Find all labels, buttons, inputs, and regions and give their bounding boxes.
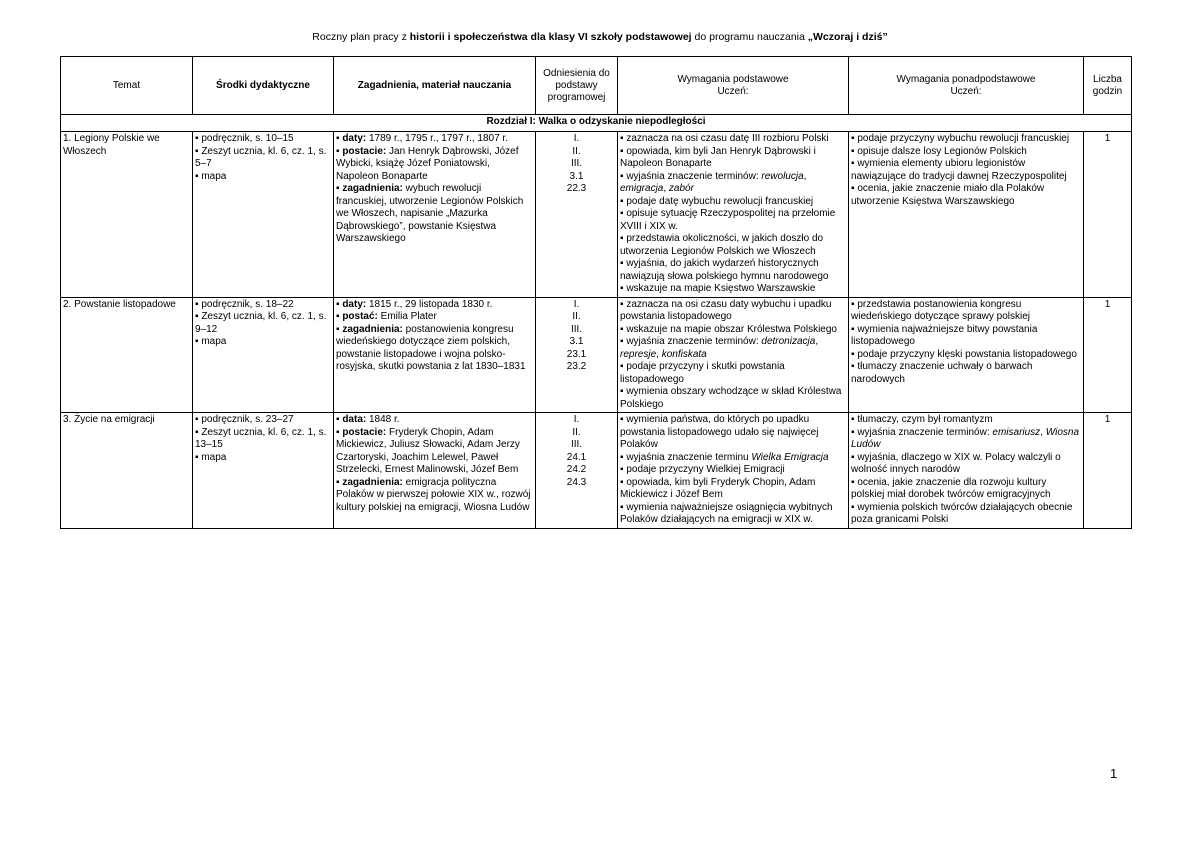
cell-liczba-godzin: 1 <box>1084 413 1132 529</box>
zagadnienie-text: 1848 r. <box>366 414 400 425</box>
wymaganie-ponadpodstawowe: ▪ opisuje dalsze losy Legionów Polskich <box>851 145 1027 157</box>
srodki-item: ▪ podręcznik, s. 10–15 <box>195 133 294 144</box>
header-podstawowe-sub: Uczeń: <box>717 85 749 97</box>
wymaganie-ponadpodstawowe: ▪ wymienia najważniejsze bitwy powstania listopadowego <box>851 323 1038 347</box>
header-ponadpodstawowe <box>849 57 1084 115</box>
header-srodki: Środki dydaktyczne <box>193 57 334 115</box>
zagadnienie-label: ▪ daty: <box>336 133 367 144</box>
cell-temat: 1. Legiony Polskie we Włoszech <box>61 132 193 298</box>
wymaganie-ponadpodstawowe: ▪ wyjaśnia, dlaczego w XIX w. Polacy walczyli o wolność innych narodów <box>851 451 1061 475</box>
title-part1: Roczny plan pracy z <box>312 31 410 43</box>
header-ponad-sub: Uczeń: <box>950 85 982 97</box>
zagadnienie-text: Emilia Plater <box>377 311 437 322</box>
cell-zagadnienia <box>334 413 536 529</box>
cell-zagadnienia <box>334 132 536 298</box>
zagadnienie-item <box>336 299 533 312</box>
cell-odniesienia: I. II. III. 3.1 22.3 <box>536 132 618 298</box>
zagadnienie-label: ▪ daty: <box>336 298 367 310</box>
wymaganie-podstawowe: ▪ zaznacza na osi czasu daty wybuchu i upadku powstania listopadowego <box>620 298 832 322</box>
zagadnienie-text: wybuch rewolucji francuskiej, utworzenie Legionów Polskich we Włoszech, napisanie „Mazurka Dąbrowskiego”, powstanie Księstwa Warszawskiego <box>336 183 524 244</box>
cell-wymagania-ponadpodstawowe <box>849 297 1084 413</box>
zagadnienie-label: ▪ zagadnienia: <box>336 323 403 335</box>
wymaganie-podstawowe: ▪ wskazuje na mapie obszar Królestwa Polskiego <box>620 323 837 335</box>
header-zagadnienia: Zagadnienia, materiał nauczania <box>334 57 536 115</box>
title-part2: historii i społeczeństwa dla klasy VI szkoły podstawowej <box>409 31 692 43</box>
wymaganie-ponadpodstawowe: ▪ wymienia polskich twórców działających obecnie poza granicami Polski <box>851 501 1073 525</box>
cell-wymagania-ponadpodstawowe <box>849 413 1084 529</box>
wymaganie-podstawowe: ▪ opowiada, kim byli Jan Henryk Dąbrowski i Napoleon Bonaparte <box>620 145 816 169</box>
wymaganie-podstawowe: ▪ wymienia najważniejsze osiągnięcia wybitnych Polaków działających na emigracji w XIX w. <box>620 501 833 525</box>
zagadnienie-label: ▪ data: <box>336 414 367 425</box>
cell-odniesienia: I. II. III. 24.1 24.2 24.3 <box>536 413 618 529</box>
header-ponad-label: Wymagania ponadpodstawowe <box>896 73 1036 85</box>
zagadnienie-label: ▪ postacie: <box>336 426 387 438</box>
srodki-item: ▪ podręcznik, s. 18–22 <box>195 298 294 310</box>
wymaganie-podstawowe: ▪ opisuje sytuację Rzeczypospolitej na przełomie XVIII i XIX w. <box>620 208 836 232</box>
header-row <box>61 57 1132 115</box>
header-podstawowe-label: Wymagania podstawowe <box>677 73 789 85</box>
wymaganie-podstawowe: ▪ wyjaśnia, do jakich wydarzeń historycznych nawiązują słowa polskiego hymnu narodowego <box>620 258 829 282</box>
wymaganie-ponadpodstawowe: ▪ ocenia, jakie znaczenie dla rozwoju kultury polskiej miał dorobek twórców emigracyjnych <box>851 476 1051 500</box>
zagadnienie-label: ▪ postać: <box>336 311 378 322</box>
wymaganie-ponadpodstawowe: ▪ podaje przyczyny klęski powstania listopadowego <box>851 348 1077 360</box>
header-liczba: Liczba godzin <box>1084 57 1132 115</box>
zagadnienie-text: 1815 r., 29 listopada 1830 r. <box>366 298 493 310</box>
wymaganie-ponadpodstawowe: ▪ ocenia, jakie znaczenie miało dla Polaków utworzenie Księstwa Warszawskiego <box>851 183 1045 207</box>
page-number: 1 <box>1110 766 1118 781</box>
cell-liczba-godzin: 1 <box>1084 132 1132 298</box>
wymaganie-podstawowe: ▪ wskazuje na mapie Księstwo Warszawskie <box>620 283 816 294</box>
srodki-item: ▪ mapa <box>195 170 227 182</box>
srodki-item: ▪ mapa <box>195 336 227 347</box>
cell-srodki <box>193 297 334 413</box>
zagadnienie-text: emigracja polityczna Polaków w pierwszej połowie XIX w., rozwój kultury polskiej na emigracji, Wiosna Ludów <box>336 476 531 513</box>
zagadnienie-text: Jan Henryk Dąbrowski, Józef Wybicki, książę Józef Poniatowski, Napoleon Bonaparte <box>336 145 519 182</box>
zagadnienie-label: ▪ zagadnienia: <box>336 476 403 488</box>
cell-wymagania-podstawowe <box>618 297 849 413</box>
wymaganie-ponadpodstawowe: ▪ tłumaczy znaczenie uchwały o barwach narodowych <box>851 361 1033 385</box>
header-podstawowe <box>618 57 849 115</box>
cell-odniesienia: I. II. III. 3.1 23.1 23.2 <box>536 297 618 413</box>
wymaganie-ponadpodstawowe: ▪ wyjaśnia znaczenie terminów: emisariusz, Wiosna Ludów <box>851 426 1080 450</box>
table-row <box>61 297 1132 413</box>
zagadnienie-text: 1789 r., 1795 r., 1797 r., 1807 r. <box>366 133 508 144</box>
zagadnienie-item <box>336 311 533 324</box>
cell-temat: 2. Powstanie listopadowe <box>61 297 193 413</box>
header-odniesienia: Odniesienia do podstawy programowej <box>536 57 618 115</box>
section-title: Rozdział I: Walka o odzyskanie niepodległości <box>61 115 1132 132</box>
wymaganie-podstawowe: ▪ wymienia obszary wchodzące w skład Królestwa Polskiego <box>620 386 842 410</box>
zagadnienie-text: Fryderyk Chopin, Adam Mickiewicz, Juliusz Słowacki, Adam Jerzy Czartoryski, Joachim Lelewel, Paweł Strzelecki, Ernest Malinowski, Józef Bem <box>336 426 520 475</box>
zagadnienie-label: ▪ postacie: <box>336 145 387 157</box>
cell-wymagania-podstawowe <box>618 413 849 529</box>
header-temat: Temat <box>61 57 193 115</box>
cell-wymagania-ponadpodstawowe <box>849 132 1084 298</box>
wymaganie-ponadpodstawowe: ▪ przedstawia postanowienia kongresu wiedeńskiego dotyczące sprawy polskiej <box>851 298 1030 322</box>
zagadnienie-item <box>336 427 533 477</box>
zagadnienie-item <box>336 324 533 374</box>
wymaganie-podstawowe: ▪ wyjaśnia znaczenie terminów: rewolucja, emigracja, zabór <box>620 170 807 194</box>
wymaganie-podstawowe: ▪ wymienia państwa, do których po upadku powstania listopadowego udało się najwięcej Polaków <box>620 414 819 450</box>
zagadnienie-item <box>336 477 533 515</box>
srodki-item: ▪ Zeszyt ucznia, kl. 6, cz. 1, s. 13–15 <box>195 426 327 450</box>
zagadnienie-item <box>336 414 533 427</box>
cell-temat: 3. Życie na emigracji <box>61 413 193 529</box>
title-part3: do programu nauczania <box>691 31 808 43</box>
srodki-item: ▪ Zeszyt ucznia, kl. 6, cz. 1, s. 9–12 <box>195 311 327 335</box>
document-title <box>0 31 1200 43</box>
cell-srodki <box>193 413 334 529</box>
title-part4: „Wczoraj i dziś” <box>807 31 888 43</box>
wymaganie-ponadpodstawowe: ▪ podaje przyczyny wybuchu rewolucji francuskiej <box>851 133 1070 144</box>
cell-srodki <box>193 132 334 298</box>
srodki-item: ▪ podręcznik, s. 23–27 <box>195 414 294 425</box>
zagadnienie-item <box>336 146 533 184</box>
zagadnienie-item <box>336 183 533 246</box>
cell-liczba-godzin: 1 <box>1084 297 1132 413</box>
wymaganie-podstawowe: ▪ podaje przyczyny Wielkiej Emigracji <box>620 464 785 475</box>
wymaganie-podstawowe: ▪ podaje przyczyny i skutki powstania listopadowego <box>620 361 785 385</box>
zagadnienie-item <box>336 133 533 146</box>
plan-table <box>60 56 1132 529</box>
srodki-item: ▪ Zeszyt ucznia, kl. 6, cz. 1, s. 5–7 <box>195 145 327 169</box>
wymaganie-ponadpodstawowe: ▪ tłumaczy, czym był romantyzm <box>851 414 993 425</box>
wymaganie-ponadpodstawowe: ▪ wymienia elementy ubioru legionistów nawiązujące do tradycji dawnej Rzeczypospolitej <box>851 158 1067 182</box>
table-row <box>61 132 1132 298</box>
wymaganie-podstawowe: ▪ wyjaśnia znaczenie terminów: detronizacja, represje, konfiskata <box>620 336 819 360</box>
wymaganie-podstawowe: ▪ przedstawia okoliczności, w jakich doszło do utworzenia Legionów Polskich we Włoszech <box>620 233 824 257</box>
table-row <box>61 413 1132 529</box>
cell-zagadnienia <box>334 297 536 413</box>
wymaganie-podstawowe: ▪ zaznacza na osi czasu datę III rozbioru Polski <box>620 133 829 144</box>
zagadnienie-label: ▪ zagadnienia: <box>336 183 403 194</box>
wymaganie-podstawowe: ▪ wyjaśnia znaczenie terminu Wielka Emigracja <box>620 451 829 463</box>
section-row <box>61 115 1132 132</box>
wymaganie-podstawowe: ▪ podaje datę wybuchu rewolucji francuskiej <box>620 195 814 207</box>
cell-wymagania-podstawowe <box>618 132 849 298</box>
wymaganie-podstawowe: ▪ opowiada, kim byli Fryderyk Chopin, Adam Mickiewicz i Józef Bem <box>620 476 816 500</box>
srodki-item: ▪ mapa <box>195 451 227 463</box>
zagadnienie-text: postanowienia kongresu wiedeńskiego dotyczące ziem polskich, powstanie listopadowe i wojna polsko-rosyjska, skutki powstania z lat 1830–1831 <box>336 323 526 372</box>
